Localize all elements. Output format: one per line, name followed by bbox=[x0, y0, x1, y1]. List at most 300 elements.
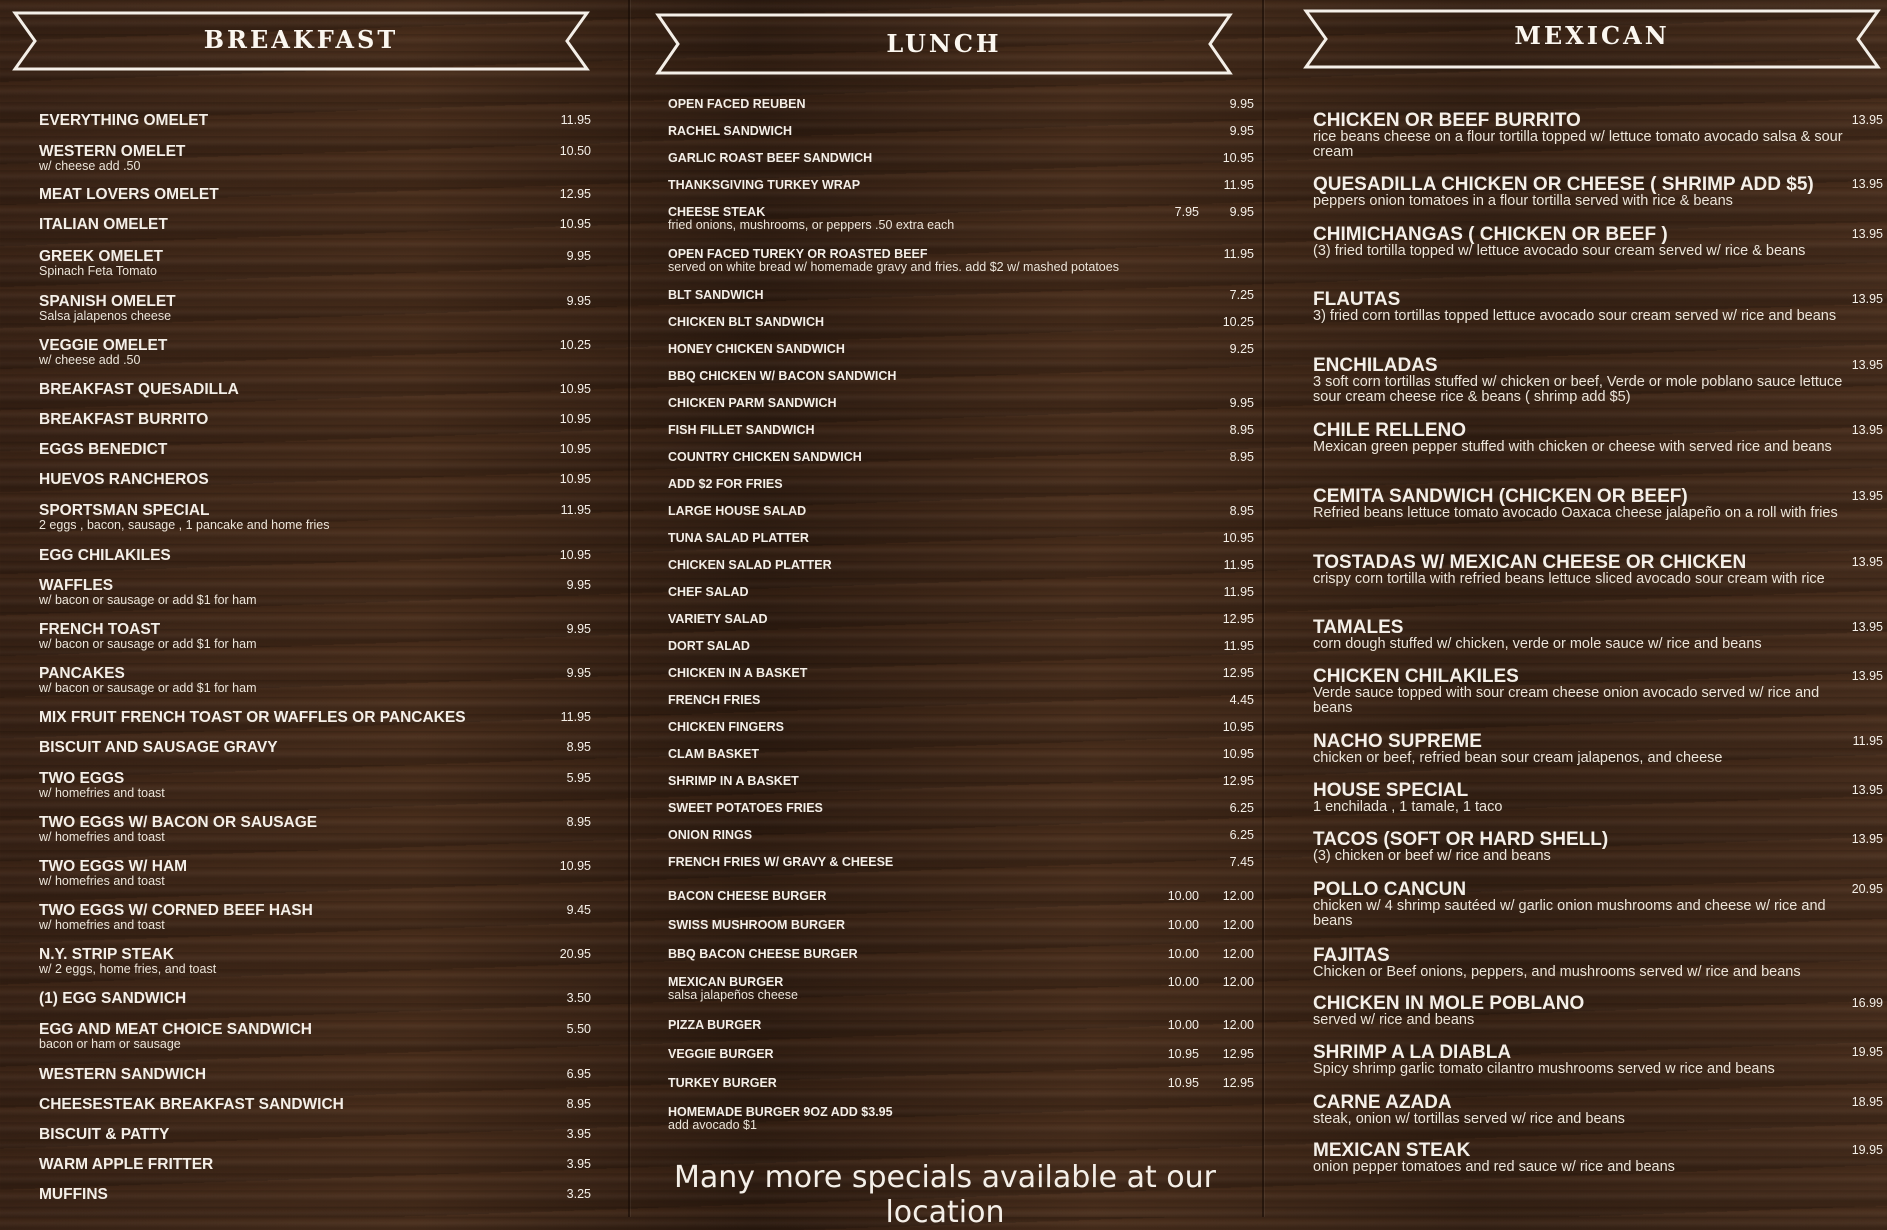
menu-item bbox=[668, 1105, 1254, 1132]
menu-item bbox=[39, 143, 599, 173]
item-description: (3) chicken or beef w/ rice and beans bbox=[1313, 848, 1551, 864]
item-description: 1 enchilada , 1 tamale, 1 taco bbox=[1313, 799, 1503, 815]
item-price-single: 10.95 bbox=[1167, 1076, 1199, 1090]
menu-item bbox=[1313, 732, 1883, 766]
menu-item bbox=[668, 612, 1254, 626]
item-description: bacon or ham or sausage bbox=[39, 1037, 181, 1051]
menu-item bbox=[39, 186, 599, 203]
menu-item bbox=[39, 858, 599, 888]
menu-item bbox=[668, 558, 1254, 572]
item-name: QUESADILLA CHICKEN OR CHEESE ( SHRIMP ADD $5) bbox=[1313, 174, 1814, 195]
item-price: 9.95 bbox=[566, 578, 591, 592]
item-description: salsa jalapeños cheese bbox=[668, 988, 798, 1002]
item-name: ONION RINGS bbox=[668, 828, 753, 842]
item-price: 5.95 bbox=[566, 771, 591, 785]
menu-item bbox=[39, 814, 599, 844]
item-name: CHEF SALAD bbox=[668, 585, 749, 599]
menu-item bbox=[668, 342, 1254, 356]
menu-item bbox=[668, 639, 1254, 653]
item-price: 19.95 bbox=[1851, 1045, 1883, 1059]
item-name: WARM APPLE FRITTER bbox=[39, 1156, 214, 1173]
item-description: steak, onion w/ tortillas served w/ rice and beans bbox=[1313, 1111, 1625, 1127]
menu-item bbox=[1313, 830, 1883, 864]
item-price: 8.95 bbox=[1229, 504, 1254, 518]
item-description: w/ homefries and toast bbox=[39, 918, 165, 932]
item-name: CHICKEN IN A BASKET bbox=[668, 666, 808, 680]
menu-item bbox=[668, 423, 1254, 437]
item-price: 9.45 bbox=[566, 903, 591, 917]
item-price: 13.95 bbox=[1851, 177, 1883, 191]
item-name: CHEESESTEAK BREAKFAST SANDWICH bbox=[39, 1096, 344, 1113]
item-price: 16.99 bbox=[1851, 996, 1883, 1010]
menu-item bbox=[668, 247, 1254, 274]
item-name: VEGGIE OMELET bbox=[39, 337, 168, 354]
item-price: 12.00 bbox=[1222, 918, 1254, 932]
menu-item bbox=[1313, 618, 1883, 652]
mexican-column bbox=[1262, 0, 1887, 1217]
item-name: HOMEMADE BURGER 9OZ ADD $3.95 bbox=[668, 1105, 893, 1119]
menu-item bbox=[668, 828, 1254, 842]
menu-item bbox=[39, 1096, 599, 1113]
item-price: 20.95 bbox=[559, 947, 591, 961]
item-name: NACHO SUPREME bbox=[1313, 731, 1482, 752]
item-name: BISCUIT AND SAUSAGE GRAVY bbox=[39, 739, 278, 756]
item-name: CHIMICHANGAS ( CHICKEN OR BEEF ) bbox=[1313, 224, 1668, 245]
item-price: 13.95 bbox=[1851, 423, 1883, 437]
item-name: CHICKEN SALAD PLATTER bbox=[668, 558, 832, 572]
menu-item bbox=[668, 1047, 1254, 1061]
menu-item bbox=[39, 902, 599, 932]
item-description: Spinach Feta Tomato bbox=[39, 264, 157, 278]
item-name: CHICKEN OR BEEF BURRITO bbox=[1313, 110, 1581, 131]
item-price: 13.95 bbox=[1851, 292, 1883, 306]
item-price: 6.25 bbox=[1229, 801, 1254, 815]
menu-item bbox=[1313, 1141, 1883, 1175]
item-name: GREEK OMELET bbox=[39, 248, 164, 265]
item-name: HOUSE SPECIAL bbox=[1313, 780, 1469, 801]
item-name: HUEVOS RANCHEROS bbox=[39, 471, 209, 488]
item-price: 8.95 bbox=[1229, 450, 1254, 464]
menu-item bbox=[668, 666, 1254, 680]
menu-item bbox=[668, 855, 1254, 869]
item-name: PIZZA BURGER bbox=[668, 1018, 762, 1032]
item-name: EGGS BENEDICT bbox=[39, 441, 168, 458]
item-name: CHICKEN IN MOLE POBLANO bbox=[1313, 993, 1585, 1014]
menu-item bbox=[668, 774, 1254, 788]
item-description: w/ 2 eggs, home fries, and toast bbox=[39, 962, 217, 976]
menu-item bbox=[39, 337, 599, 367]
breakfast-title: BREAKFAST bbox=[203, 25, 399, 54]
item-name: SHRIMP A LA DIABLA bbox=[1313, 1042, 1512, 1063]
menu-item bbox=[668, 585, 1254, 599]
item-name: ENCHILADAS bbox=[1313, 355, 1438, 376]
item-description: chicken w/ 4 shrimp sautéed w/ garlic onion mushrooms and cheese w/ rice and beans bbox=[1313, 898, 1826, 929]
item-price: 8.95 bbox=[566, 740, 591, 754]
menu-item bbox=[1313, 1093, 1883, 1127]
item-description: w/ homefries and toast bbox=[39, 830, 165, 844]
item-price: 10.95 bbox=[559, 548, 591, 562]
menu-item bbox=[1313, 781, 1883, 815]
item-name: EVERYTHING OMELET bbox=[39, 112, 209, 129]
item-description: 3) fried corn tortillas topped lettuce avocado sour cream served w/ rice and beans bbox=[1313, 308, 1837, 324]
item-price: 12.95 bbox=[1222, 1047, 1254, 1061]
menu-item bbox=[668, 288, 1254, 302]
item-price: 11.95 bbox=[1223, 639, 1254, 653]
item-price: 9.95 bbox=[1229, 124, 1254, 138]
menu-item bbox=[39, 502, 599, 532]
item-price: 9.95 bbox=[566, 666, 591, 680]
item-name: N.Y. STRIP STEAK bbox=[39, 946, 174, 963]
item-price: 18.95 bbox=[1851, 1095, 1883, 1109]
item-price: 3.25 bbox=[566, 1187, 591, 1201]
menu-item bbox=[39, 216, 599, 233]
item-name: TWO EGGS bbox=[39, 770, 125, 787]
item-name: FRENCH FRIES bbox=[668, 693, 761, 707]
item-name: POLLO CANCUN bbox=[1313, 879, 1467, 900]
menu-item bbox=[39, 709, 599, 726]
menu-item bbox=[668, 947, 1254, 961]
menu-item bbox=[668, 1018, 1254, 1032]
item-name: CHICKEN CHILAKILES bbox=[1313, 666, 1519, 687]
item-price: 9.95 bbox=[1229, 396, 1254, 410]
item-price: 3.95 bbox=[566, 1127, 591, 1141]
item-name: CHILE RELLENO bbox=[1313, 420, 1467, 441]
item-price: 10.95 bbox=[559, 442, 591, 456]
item-name: DORT SALAD bbox=[668, 639, 750, 653]
item-price: 13.95 bbox=[1851, 832, 1883, 846]
item-description: served on white bread w/ homemade gravy and fries. add $2 w/ mashed potatoes bbox=[668, 260, 1119, 274]
item-description: Verde sauce topped with sour cream cheese onion avocado served w/ rice and beans bbox=[1313, 685, 1820, 716]
menu-item bbox=[39, 381, 599, 398]
item-name: BREAKFAST QUESADILLA bbox=[39, 381, 239, 398]
item-name: LARGE HOUSE SALAD bbox=[668, 504, 807, 518]
menu-item bbox=[39, 621, 599, 651]
menu-item bbox=[668, 889, 1254, 903]
menu-item bbox=[1313, 111, 1883, 160]
menu-item bbox=[668, 1076, 1254, 1090]
item-name: ITALIAN OMELET bbox=[39, 216, 168, 233]
menu-item bbox=[39, 411, 599, 428]
item-price: 13.95 bbox=[1851, 113, 1883, 127]
menu-item bbox=[668, 693, 1254, 707]
menu-item bbox=[39, 112, 599, 129]
lunch-title: LUNCH bbox=[886, 29, 1002, 58]
menu-item bbox=[668, 531, 1254, 545]
item-price: 7.45 bbox=[1229, 855, 1254, 869]
item-name: TOSTADAS W/ MEXICAN CHEESE OR CHICKEN bbox=[1313, 552, 1747, 573]
item-price: 3.95 bbox=[566, 1157, 591, 1171]
item-description: w/ bacon or sausage or add $1 for ham bbox=[39, 593, 257, 607]
item-name: EGG AND MEAT CHOICE SANDWICH bbox=[39, 1021, 312, 1038]
item-price: 10.95 bbox=[559, 217, 591, 231]
item-price: 12.95 bbox=[1222, 612, 1254, 626]
item-description: add avocado $1 bbox=[668, 1118, 757, 1132]
item-price: 7.25 bbox=[1229, 288, 1254, 302]
breakfast-column bbox=[0, 0, 630, 1217]
item-name: CHICKEN BLT SANDWICH bbox=[668, 315, 825, 329]
item-price: 11.95 bbox=[1223, 585, 1254, 599]
item-description: 2 eggs , bacon, sausage , 1 pancake and home fries bbox=[39, 518, 330, 532]
item-description: corn dough stuffed w/ chicken, verde or mole sauce w/ rice and beans bbox=[1313, 636, 1762, 652]
item-price: 10.95 bbox=[559, 412, 591, 426]
item-name: CARNE AZADA bbox=[1313, 1092, 1452, 1113]
menu-item bbox=[39, 577, 599, 607]
menu-item bbox=[39, 990, 599, 1007]
item-price: 11.95 bbox=[1223, 558, 1254, 572]
item-price: 11.95 bbox=[1852, 734, 1883, 748]
lunch-column bbox=[630, 0, 1262, 1217]
item-description: 3 soft corn tortillas stuffed w/ chicken or beef, Verde or mole poblano sauce lettuce sour cream cheese rice & beans ( shrimp add $5) bbox=[1313, 374, 1843, 405]
item-name: OPEN FACED TUREKY OR ROASTED BEEF bbox=[668, 247, 928, 261]
menu-item bbox=[668, 396, 1254, 410]
item-name: TURKEY BURGER bbox=[668, 1076, 777, 1090]
item-price: 9.25 bbox=[1229, 342, 1254, 356]
item-price: 6.95 bbox=[566, 1067, 591, 1081]
menu-item bbox=[39, 547, 599, 564]
item-price: 12.00 bbox=[1222, 975, 1254, 989]
item-description: served w/ rice and beans bbox=[1313, 1012, 1475, 1028]
menu-item bbox=[668, 97, 1254, 111]
item-price: 13.95 bbox=[1851, 555, 1883, 569]
item-price: 3.50 bbox=[566, 991, 591, 1005]
item-name: WAFFLES bbox=[39, 577, 114, 594]
item-price: 10.95 bbox=[1222, 720, 1254, 734]
menu-item bbox=[39, 1021, 599, 1051]
item-price: 6.25 bbox=[1229, 828, 1254, 842]
item-name: SHRIMP IN A BASKET bbox=[668, 774, 799, 788]
item-price: 10.95 bbox=[559, 472, 591, 486]
item-name: TWO EGGS W/ HAM bbox=[39, 858, 188, 875]
item-name: CHICKEN FINGERS bbox=[668, 720, 784, 734]
item-description: w/ homefries and toast bbox=[39, 874, 165, 888]
item-name: FISH FILLET SANDWICH bbox=[668, 423, 815, 437]
item-price: 11.95 bbox=[1223, 178, 1254, 192]
item-name: SPORTSMAN SPECIAL bbox=[39, 502, 210, 519]
item-description: crispy corn tortilla with refried beans lettuce sliced avocado sour cream with rice bbox=[1313, 571, 1825, 587]
menu-item bbox=[39, 1066, 599, 1083]
item-price: 12.95 bbox=[1222, 1076, 1254, 1090]
item-name: FAJITAS bbox=[1313, 945, 1390, 966]
item-description: fried onions, mushrooms, or peppers .50 extra each bbox=[668, 218, 955, 232]
menu-item bbox=[668, 151, 1254, 165]
item-price: 10.50 bbox=[559, 144, 591, 158]
item-price: 10.95 bbox=[1222, 151, 1254, 165]
item-name: SPANISH OMELET bbox=[39, 293, 176, 310]
item-name: FRENCH TOAST bbox=[39, 621, 161, 638]
item-price: 13.95 bbox=[1851, 489, 1883, 503]
item-name: TWO EGGS W/ CORNED BEEF HASH bbox=[39, 902, 313, 919]
item-name: HONEY CHICKEN SANDWICH bbox=[668, 342, 845, 356]
menu-item bbox=[668, 504, 1254, 518]
item-name: VEGGIE BURGER bbox=[668, 1047, 774, 1061]
item-price: 8.95 bbox=[566, 1097, 591, 1111]
item-name: MEXICAN STEAK bbox=[1313, 1140, 1471, 1161]
menu-item bbox=[668, 369, 1254, 383]
item-name: ADD $2 FOR FRIES bbox=[668, 477, 783, 491]
item-description: w/ bacon or sausage or add $1 for ham bbox=[39, 681, 257, 695]
item-description: Chicken or Beef onions, peppers, and mushrooms served w/ rice and beans bbox=[1313, 964, 1801, 980]
item-price: 11.95 bbox=[560, 113, 591, 127]
item-price: 4.45 bbox=[1229, 693, 1254, 707]
menu-item bbox=[1313, 553, 1883, 587]
item-name: WESTERN OMELET bbox=[39, 143, 186, 160]
menu-item bbox=[668, 315, 1254, 329]
menu-item bbox=[1313, 421, 1883, 455]
item-price-single: 10.95 bbox=[1167, 1047, 1199, 1061]
menu-item bbox=[1313, 667, 1883, 716]
item-price: 8.95 bbox=[566, 815, 591, 829]
menu-item bbox=[39, 739, 599, 756]
item-name: GARLIC ROAST BEEF SANDWICH bbox=[668, 151, 873, 165]
item-price: 11.95 bbox=[1223, 247, 1254, 261]
item-price: 13.95 bbox=[1851, 783, 1883, 797]
menu-item bbox=[1313, 175, 1883, 209]
mexican-title: MEXICAN bbox=[1514, 21, 1670, 50]
item-price-single: 7.95 bbox=[1174, 205, 1199, 219]
menu-item bbox=[668, 205, 1254, 232]
menu-item bbox=[1313, 946, 1883, 980]
item-description: chicken or beef, refried bean sour cream jalapenos, and cheese bbox=[1313, 750, 1723, 766]
menu-item bbox=[668, 124, 1254, 138]
menu-item bbox=[39, 1126, 599, 1143]
item-price: 20.95 bbox=[1851, 882, 1883, 896]
item-price: 12.00 bbox=[1222, 1018, 1254, 1032]
item-name: MEXICAN BURGER bbox=[668, 975, 784, 989]
item-name: FRENCH FRIES W/ GRAVY & CHEESE bbox=[668, 855, 894, 869]
breakfast-banner bbox=[12, 10, 590, 72]
item-name: SWISS MUSHROOM BURGER bbox=[668, 918, 846, 932]
item-price: 9.95 bbox=[566, 249, 591, 263]
item-price-single: 10.00 bbox=[1167, 889, 1199, 903]
item-name: MEAT LOVERS OMELET bbox=[39, 186, 219, 203]
item-description: Mexican green pepper stuffed with chicken or cheese with served rice and beans bbox=[1313, 439, 1832, 455]
item-price: 10.95 bbox=[1222, 531, 1254, 545]
item-name: CLAM BASKET bbox=[668, 747, 759, 761]
item-price: 12.00 bbox=[1222, 947, 1254, 961]
menu-item bbox=[1313, 487, 1883, 521]
item-description: w/ cheese add .50 bbox=[39, 159, 141, 173]
item-name: TACOS (SOFT OR HARD SHELL) bbox=[1313, 829, 1609, 850]
item-price: 10.95 bbox=[1222, 747, 1254, 761]
item-name: PANCAKES bbox=[39, 665, 125, 682]
item-price-single: 10.00 bbox=[1167, 918, 1199, 932]
item-price: 13.95 bbox=[1851, 227, 1883, 241]
item-name: VARIETY SALAD bbox=[668, 612, 768, 626]
item-name: BLT SANDWICH bbox=[668, 288, 764, 302]
item-price: 19.95 bbox=[1851, 1143, 1883, 1157]
item-name: THANKSGIVING TURKEY WRAP bbox=[668, 178, 861, 192]
item-name: EGG CHILAKILES bbox=[39, 547, 171, 564]
menu-item bbox=[668, 178, 1254, 192]
item-description: (3) fried tortilla topped w/ lettuce avocado sour cream served w/ rice & beans bbox=[1313, 243, 1806, 259]
menu-item bbox=[668, 477, 1254, 491]
item-price: 11.95 bbox=[560, 710, 591, 724]
item-name: OPEN FACED REUBEN bbox=[668, 97, 806, 111]
item-name: MUFFINS bbox=[39, 1186, 108, 1203]
item-price: 12.95 bbox=[1222, 666, 1254, 680]
item-description: w/ bacon or sausage or add $1 for ham bbox=[39, 637, 257, 651]
item-price: 9.95 bbox=[566, 622, 591, 636]
menu-item bbox=[1313, 1043, 1883, 1077]
item-description: peppers onion tomatoes in a flour tortilla served with rice & beans bbox=[1313, 193, 1733, 209]
menu-item bbox=[39, 946, 599, 976]
item-description: Salsa jalapenos cheese bbox=[39, 309, 172, 323]
item-name: BISCUIT & PATTY bbox=[39, 1126, 170, 1143]
menu-item bbox=[1313, 225, 1883, 259]
item-price: 13.95 bbox=[1851, 358, 1883, 372]
menu-item bbox=[39, 665, 599, 695]
item-description: w/ cheese add .50 bbox=[39, 353, 141, 367]
mexican-banner bbox=[1303, 8, 1881, 70]
item-price: 11.95 bbox=[560, 503, 591, 517]
item-price-single: 10.00 bbox=[1167, 975, 1199, 989]
item-price: 10.25 bbox=[559, 338, 591, 352]
item-description: w/ homefries and toast bbox=[39, 786, 165, 800]
item-name: TWO EGGS W/ BACON OR SAUSAGE bbox=[39, 814, 318, 831]
item-price: 13.95 bbox=[1851, 620, 1883, 634]
item-name: BBQ BACON CHEESE BURGER bbox=[668, 947, 858, 961]
menu-item bbox=[1313, 880, 1883, 929]
item-name: SWEET POTATOES FRIES bbox=[668, 801, 823, 815]
menu-item bbox=[1313, 356, 1883, 405]
menu-item bbox=[668, 720, 1254, 734]
menu-item bbox=[39, 248, 599, 278]
item-price-single: 10.00 bbox=[1167, 1018, 1199, 1032]
item-name: CEMITA SANDWICH (CHICKEN OR BEEF) bbox=[1313, 486, 1688, 507]
item-name: TUNA SALAD PLATTER bbox=[668, 531, 809, 545]
item-name: BBQ CHICKEN W/ BACON SANDWICH bbox=[668, 369, 897, 383]
menu-item bbox=[1313, 290, 1883, 324]
menu-item bbox=[39, 293, 599, 323]
item-description: Spicy shrimp garlic tomato cilantro mushrooms served w rice and beans bbox=[1313, 1061, 1775, 1077]
menu-item bbox=[668, 801, 1254, 815]
item-name: COUNTRY CHICKEN SANDWICH bbox=[668, 450, 862, 464]
item-name: CHEESE STEAK bbox=[668, 205, 766, 219]
item-price: 8.95 bbox=[1229, 423, 1254, 437]
menu-item bbox=[668, 450, 1254, 464]
item-price: 10.95 bbox=[559, 859, 591, 873]
item-price: 9.95 bbox=[1229, 97, 1254, 111]
item-price: 12.95 bbox=[1222, 774, 1254, 788]
item-name: TAMALES bbox=[1313, 617, 1404, 638]
item-name: WESTERN SANDWICH bbox=[39, 1066, 207, 1083]
item-name: BACON CHEESE BURGER bbox=[668, 889, 827, 903]
menu-item bbox=[39, 1156, 599, 1173]
menu-item bbox=[668, 975, 1254, 1002]
item-price: 12.95 bbox=[559, 187, 591, 201]
menu-item bbox=[39, 471, 599, 488]
lunch-banner bbox=[655, 12, 1233, 74]
menu-item bbox=[668, 747, 1254, 761]
item-price: 9.95 bbox=[1229, 205, 1254, 219]
menu-item bbox=[39, 441, 599, 458]
menu-item bbox=[39, 770, 599, 800]
item-price: 9.95 bbox=[566, 294, 591, 308]
specials-note: Many more specials available at our location bbox=[674, 1160, 1216, 1230]
item-price: 10.95 bbox=[559, 382, 591, 396]
item-name: RACHEL SANDWICH bbox=[668, 124, 793, 138]
menu-item bbox=[1313, 994, 1883, 1028]
menu-item bbox=[668, 918, 1254, 932]
item-description: rice beans cheese on a flour tortilla topped w/ lettuce tomato avocado salsa & sour cream bbox=[1313, 129, 1843, 160]
item-description: onion pepper tomatoes and red sauce w/ rice and beans bbox=[1313, 1159, 1675, 1175]
item-name: BREAKFAST BURRITO bbox=[39, 411, 209, 428]
item-price-single: 10.00 bbox=[1167, 947, 1199, 961]
item-price: 12.00 bbox=[1222, 889, 1254, 903]
item-price: 13.95 bbox=[1851, 669, 1883, 683]
item-price: 5.50 bbox=[566, 1022, 591, 1036]
item-name: (1) EGG SANDWICH bbox=[39, 990, 187, 1007]
